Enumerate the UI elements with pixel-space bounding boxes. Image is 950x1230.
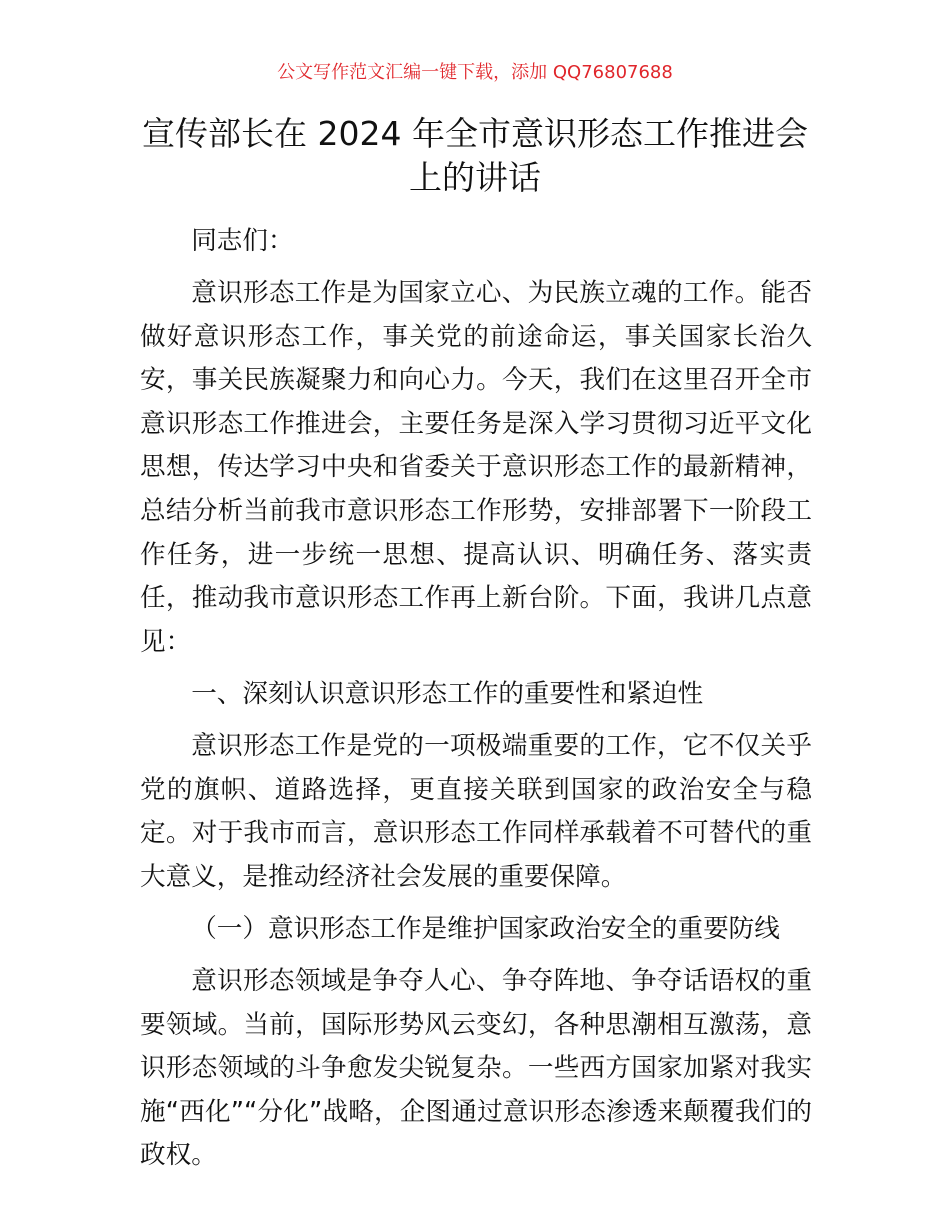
- watermark-banner: 公文写作范文汇编一键下载，添加 QQ76807688: [277, 62, 673, 83]
- document-title: 宣传部长在 2024 年全市意识形态工作推进会上的讲话: [142, 114, 808, 197]
- subsection-heading-1: （一）意识形态工作是维护国家政治安全的重要防线: [191, 913, 780, 944]
- paragraph-intro: 意识形态工作是为国家立心、为民族立魂的工作。能否做好意识形态工作，事关党的前途命运，事关国家长治久安，事关民族凝聚力和向心力。今天，我们在这里召开全市意识形态工作推进会，主要任务是深入学习贯彻习近平文化思想，传达学习中央和省委关于意识形态工作的最新精神，总结分析当前我市意识形态工作形势，安排部署下一阶段工作任务，进一步统一思想、提高认识、明确任务、落实责任，推动我市意识形态工作再上新台阶。下面，我讲几点意见：: [140, 278, 812, 657]
- section-heading-1: 一、深刻认识意识形态工作的重要性和紧迫性: [191, 678, 704, 709]
- document-body: [140, 220, 812, 1186]
- paragraph: 意识形态领域是争夺人心、争夺阵地、争夺话语权的重要领域。当前，国际形势风云变幻，各种思潮相互激荡，意识形态领域的斗争愈发尖锐复杂。一些西方国家加紧对我实施“西化”“分化”战略，企图通过意识形态渗透来颠覆我们的政权。: [140, 966, 812, 1171]
- salutation: 同志们：: [191, 226, 294, 256]
- paragraph: 意识形态工作是党的一项极端重要的工作，它不仅关乎党的旗帜、道路选择，更直接关联到国家的政治安全与稳定。对于我市而言，意识形态工作同样承载着不可替代的重大意义，是推动经济社会发展的重要保障。: [140, 731, 812, 892]
